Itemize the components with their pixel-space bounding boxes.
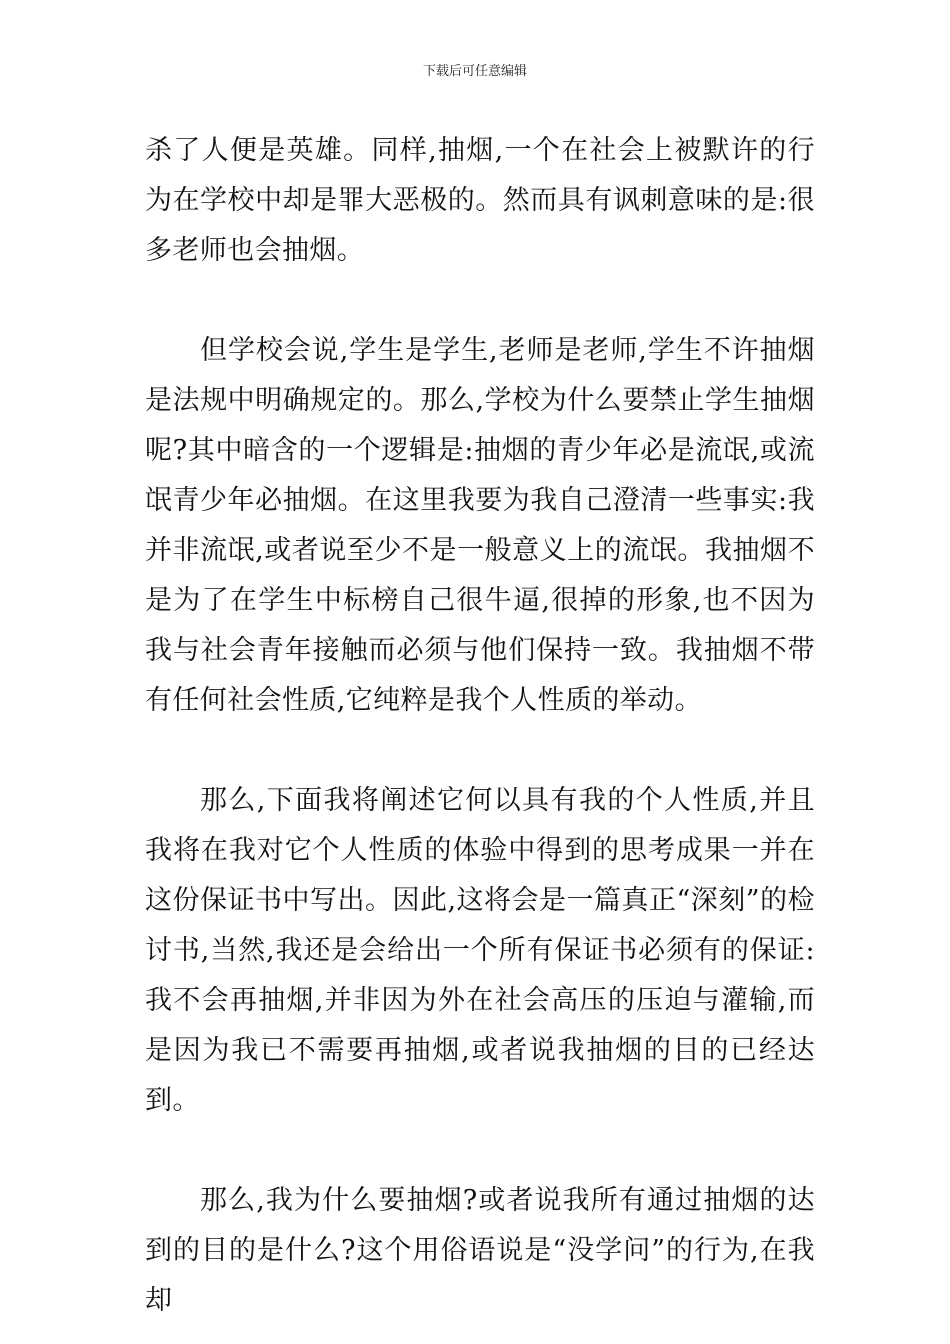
paragraph-1: 杀了人便是英雄。同样,抽烟,一个在社会上被默许的行为在学校中却是罪大恶极的。然而具有讽刺意味的是:很多老师也会抽烟。 bbox=[145, 135, 815, 266]
paragraph-spacer bbox=[145, 276, 815, 326]
paragraph-spacer bbox=[145, 726, 815, 776]
paragraph-spacer bbox=[145, 1126, 815, 1176]
paragraph-3: 那么,下面我将阐述它何以具有我的个人性质,并且我将在我对它个人性质的体验中得到的思考成果一并在这份保证书中写出。因此,这将会是一篇真正“深刻”的检讨书,当然,我还是会给出一个所有保证书必须有的保证:我不会再抽烟,并非因为外在社会高压的压迫与灌输,而是因为我已不需要再抽烟,或者说我抽烟的目的已经达到。 bbox=[145, 785, 815, 1116]
paragraph-4: 那么,我为什么要抽烟?或者说我所有通过抽烟的达到的目的是什么?这个用俗语说是“没学问”的行为,在我却 bbox=[145, 1185, 815, 1316]
page-header: 下载后可任意编辑 bbox=[422, 64, 527, 79]
paragraph-2: 但学校会说,学生是学生,老师是老师,学生不许抽烟是法规中明确规定的。那么,学校为什么要禁止学生抽烟呢?其中暗含的一个逻辑是:抽烟的青少年必是流氓,或流氓青少年必抽烟。在这里我要为我自己澄清一些事实:我并非流氓,或者说至少不是一般意义上的流氓。我抽烟不是为了在学生中标榜自己很牛逼,很掉的形象,也不因为我与社会青年接触而必须与他们保持一致。我抽烟不带有任何社会性质,它纯粹是我个人性质的举动。 bbox=[145, 335, 815, 716]
document-body bbox=[145, 126, 815, 1326]
